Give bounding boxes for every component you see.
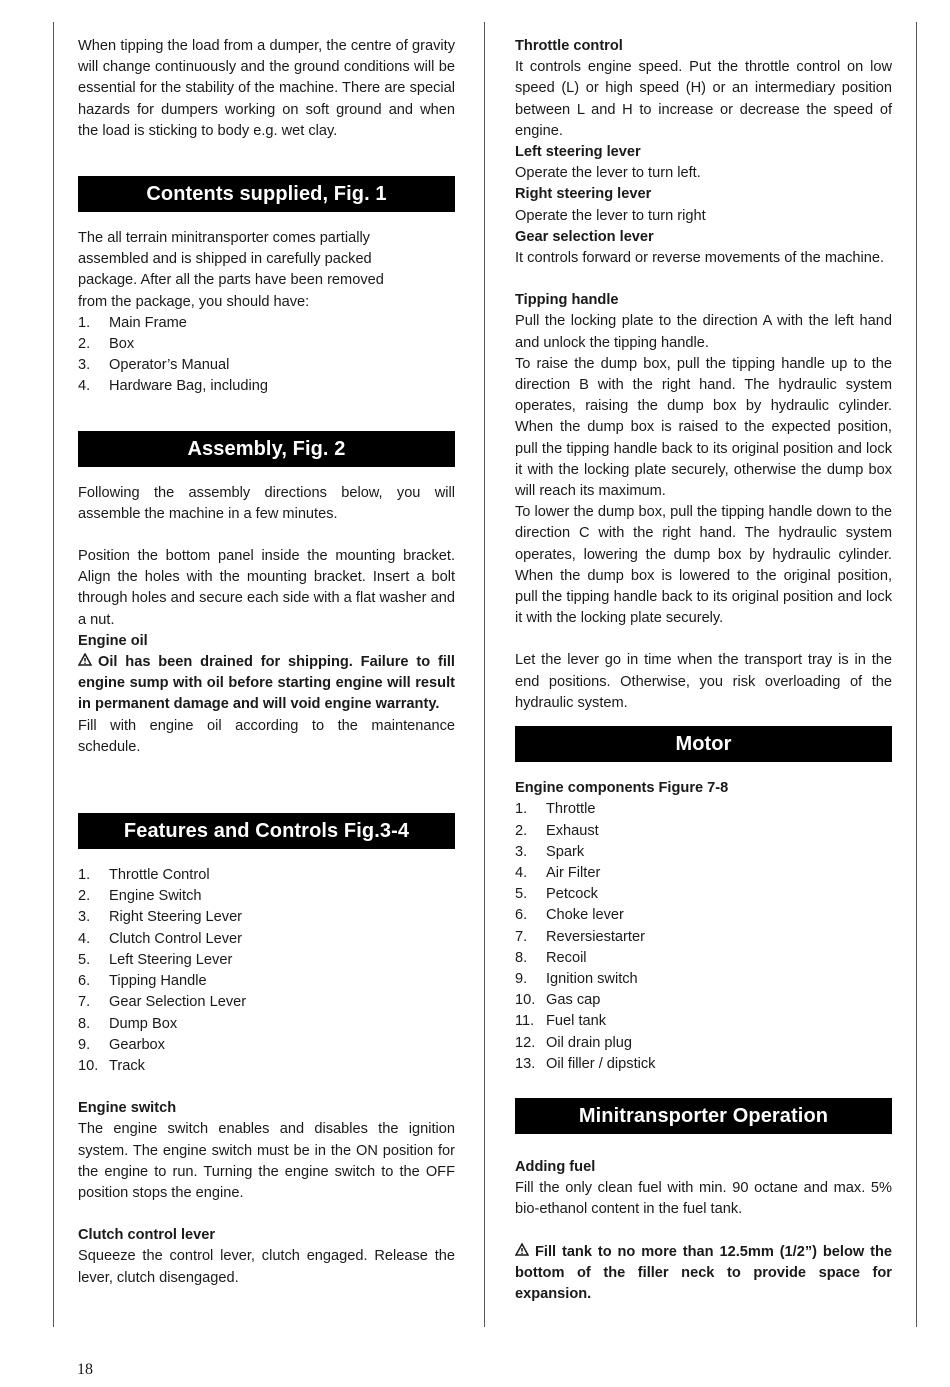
list-item-number: 8. xyxy=(78,1015,91,1032)
list-item xyxy=(515,927,892,948)
assembly-intro: Following the assembly directions below, you will assemble the machine in a few minutes. xyxy=(78,484,455,522)
throttle-control-title: Throttle control xyxy=(515,38,623,54)
list-item-text: Main Frame xyxy=(109,314,187,331)
engine-oil-warning xyxy=(78,652,455,716)
list-item-number: 10. xyxy=(78,1057,99,1074)
right-steering-title: Right steering lever xyxy=(515,186,652,203)
list-item-text: Gas cap xyxy=(546,992,601,1009)
assembly-instructions: Position the bottom panel inside the mounting bracket. Align the holes with the mounting bracket. Insert a bolt through holes and secure each side with a flat washer and a nut. xyxy=(78,548,455,628)
list-item xyxy=(78,376,455,397)
list-item-number: 1. xyxy=(78,867,91,884)
left-column xyxy=(78,36,455,1289)
list-item xyxy=(515,905,892,926)
list-item-number: 4. xyxy=(78,930,91,947)
gear-selection-title: Gear selection lever xyxy=(515,228,654,245)
list-item xyxy=(515,821,892,842)
motor-heading: Motor xyxy=(515,726,892,762)
list-item-text: Throttle xyxy=(546,801,596,818)
clutch-control-text: Squeeze the control lever, clutch engaged. Release the lever, clutch disengaged. xyxy=(78,1248,455,1286)
list-item xyxy=(78,886,455,907)
list-item-text: Gearbox xyxy=(109,1036,165,1053)
engine-components-list xyxy=(515,799,892,1075)
right-column xyxy=(515,36,892,1305)
list-item-number: 9. xyxy=(515,970,528,987)
clutch-control-title: Clutch control lever xyxy=(78,1227,216,1244)
list-item xyxy=(515,990,892,1011)
list-item-number: 8. xyxy=(515,949,528,966)
engine-oil-warning-text: Oil has been drained for shipping. Failure to fill engine sump with oil before starting engine will result in permanent damage and will void engine warranty. xyxy=(78,654,455,713)
list-item xyxy=(78,1056,455,1077)
left-steering-title: Left steering lever xyxy=(515,144,641,161)
list-item-text: Exhaust xyxy=(546,822,599,839)
list-item-number: 13. xyxy=(515,1055,536,1072)
list-item xyxy=(78,1035,455,1056)
right-margin-rule xyxy=(916,22,917,1327)
list-item xyxy=(515,969,892,990)
list-item xyxy=(78,907,455,928)
list-item xyxy=(515,1054,892,1075)
list-item-text: Oil drain plug xyxy=(546,1034,632,1051)
list-item-number: 9. xyxy=(78,1036,91,1053)
warning-icon xyxy=(78,652,92,673)
right-steering-text: Operate the lever to turn right xyxy=(515,207,706,224)
list-item xyxy=(515,884,892,905)
list-item xyxy=(515,1033,892,1054)
list-item-text: Box xyxy=(109,336,135,353)
list-item-text: Clutch Control Lever xyxy=(109,930,243,947)
list-item-text: Fuel tank xyxy=(546,1013,607,1030)
list-item-text: Right Steering Lever xyxy=(109,909,243,926)
adding-fuel-text: Fill the only clean fuel with min. 90 octane and max. 5% bio-ethanol content in the fuel tank. xyxy=(515,1180,892,1218)
list-item-number: 3. xyxy=(78,357,91,374)
warning-icon xyxy=(515,1242,529,1263)
column-divider xyxy=(484,22,485,1327)
list-item-text: Choke lever xyxy=(546,907,624,924)
list-item xyxy=(515,948,892,969)
list-item xyxy=(78,1014,455,1035)
list-item-text: Left Steering Lever xyxy=(109,951,233,968)
list-item-text: Air Filter xyxy=(546,864,601,881)
features-list xyxy=(78,865,455,1077)
list-item-text: Recoil xyxy=(546,949,587,966)
list-item-number: 5. xyxy=(515,886,528,903)
contents-supplied-heading: Contents supplied, Fig. 1 xyxy=(78,176,455,212)
list-item-text: Gear Selection Lever xyxy=(109,994,247,1011)
list-item-number: 5. xyxy=(78,951,91,968)
list-item xyxy=(78,950,455,971)
list-item-number: 2. xyxy=(78,336,91,353)
list-item-text: Hardware Bag, including xyxy=(109,378,268,395)
list-item-text: Throttle Control xyxy=(109,867,210,884)
operation-heading: Minitransporter Operation xyxy=(515,1098,892,1134)
list-item xyxy=(78,971,455,992)
list-item-number: 6. xyxy=(515,907,528,924)
left-margin-rule xyxy=(53,22,54,1327)
list-item xyxy=(78,355,455,376)
list-item-number: 1. xyxy=(515,801,528,818)
tipping-handle-title: Tipping handle xyxy=(515,292,619,309)
list-item-number: 3. xyxy=(78,909,91,926)
list-item-text: Operator’s Manual xyxy=(109,357,230,374)
list-item xyxy=(515,1011,892,1032)
left-steering-text: Operate the lever to turn left. xyxy=(515,165,701,182)
contents-list xyxy=(78,313,455,398)
engine-switch-text: The engine switch enables and disables the ignition system. The engine switch must be in the ON position for the engine to run. Turning the engine switch to the OFF position stops the engine. xyxy=(78,1121,455,1201)
list-item-text: Track xyxy=(109,1057,145,1074)
list-item-number: 7. xyxy=(78,994,91,1011)
fuel-warning xyxy=(515,1242,892,1306)
list-item-number: 10. xyxy=(515,992,536,1009)
list-item xyxy=(78,334,455,355)
tipping-handle-raise: To raise the dump box, pull the tipping handle up to the direction B with the right hand. The hydraulic system operates, raising the dump box by hydraulic cylinder. When the dump box is raised to the expected position, pull the tipping handle back to its original position and lock it with the locking plate securely, otherwise the dump box will reach its maximum. xyxy=(515,355,892,500)
list-item-number: 12. xyxy=(515,1034,536,1051)
list-item xyxy=(515,842,892,863)
list-item-number: 7. xyxy=(515,928,528,945)
list-item xyxy=(78,865,455,886)
list-item-number: 4. xyxy=(78,378,91,395)
list-item-text: Tipping Handle xyxy=(109,973,207,990)
list-item-text: Dump Box xyxy=(109,1015,178,1032)
list-item xyxy=(78,929,455,950)
list-item-text: Reversiestarter xyxy=(546,928,645,945)
list-item-text: Engine Switch xyxy=(109,888,202,905)
list-item-number: 4. xyxy=(515,864,528,881)
lever-note: Let the lever go in time when the transport tray is in the end positions. Otherwise, you risk overloading of the hydraulic system. xyxy=(515,652,892,711)
list-item-number: 1. xyxy=(78,314,91,331)
list-item-number: 3. xyxy=(515,843,528,860)
list-item-number: 2. xyxy=(78,888,91,905)
assembly-heading: Assembly, Fig. 2 xyxy=(78,431,455,467)
fuel-warning-text: Fill tank to no more than 12.5mm (1/2”) below the bottom of the filler neck to provide space for expansion. xyxy=(515,1243,892,1302)
list-item-number: 2. xyxy=(515,822,528,839)
tipping-handle-unlock: Pull the locking plate to the direction A with the left hand and unlock the tipping handle. xyxy=(515,313,892,351)
list-item xyxy=(515,863,892,884)
engine-switch-title: Engine switch xyxy=(78,1100,177,1117)
gear-selection-text: It controls forward or reverse movements of the machine. xyxy=(515,250,885,267)
features-controls-heading: Features and Controls Fig.3-4 xyxy=(78,813,455,849)
engine-components-title: Engine components Figure 7-8 xyxy=(515,780,729,797)
list-item-text: Petcock xyxy=(546,886,598,903)
list-item-number: 6. xyxy=(78,973,91,990)
list-item-text: Spark xyxy=(546,843,585,860)
page-number: 18 xyxy=(77,1361,93,1378)
tipping-handle-lower: To lower the dump box, pull the tipping handle down to the direction C with the right hand. The hydraulic system operates, lowering the dump box by hydraulic cylinder. When the dump box is lowered to the original position, pull the tipping handle back to its original position and lock it with the locking plate securely. xyxy=(515,504,892,627)
engine-oil-title: Engine oil xyxy=(78,632,148,649)
throttle-control-text: It controls engine speed. Put the throttle control on low speed (L) or high speed (H) or an intermediary position between L and H to increase or decrease the speed of engine. xyxy=(515,59,892,139)
intro-paragraph: When tipping the load from a dumper, the centre of gravity will change continuously and the ground conditions will be essential for the stability of the machine. There are special hazards for dumpers working on soft ground and when the load is sticking to body e.g. wet clay. xyxy=(78,38,455,139)
contents-supplied-text: The all terrain minitransporter comes partially assembled and is shipped in carefully packed package. After all the parts have been removed from the package, you should have: xyxy=(78,230,384,310)
list-item-text: Oil filler / dipstick xyxy=(546,1055,656,1072)
list-item-text: Ignition switch xyxy=(546,970,638,987)
adding-fuel-title: Adding fuel xyxy=(515,1158,596,1175)
list-item-number: 11. xyxy=(515,1013,535,1030)
engine-oil-text: Fill with engine oil according to the maintenance schedule. xyxy=(78,717,455,755)
list-item xyxy=(78,992,455,1013)
list-item xyxy=(515,799,892,820)
list-item xyxy=(78,313,455,334)
